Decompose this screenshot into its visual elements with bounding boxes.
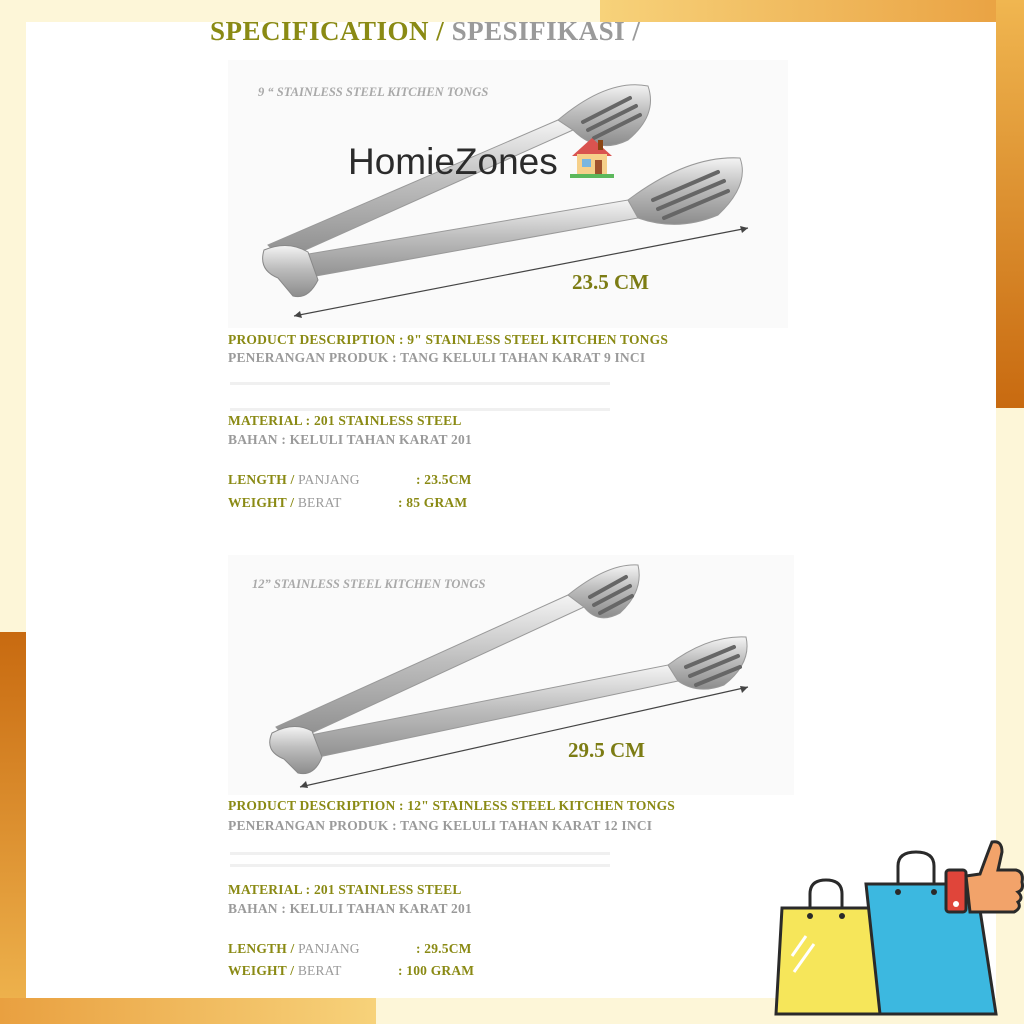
material-en-9-inch: MATERIAL : 201 STAINLESS STEEL	[228, 413, 462, 428]
length-label: LENGTH /	[228, 941, 295, 956]
photo-caption-12-inch: 12” STAINLESS STEEL KITCHEN TONGS	[252, 577, 486, 591]
measure-label-12-inch: 29.5 CM	[568, 738, 645, 762]
frame-top-bar	[600, 0, 1024, 22]
shopping-bags-icon	[770, 836, 1024, 1024]
title-separator: /	[429, 16, 452, 46]
length-label: LENGTH /	[228, 472, 295, 487]
frame-left-bar	[0, 632, 26, 1024]
length-value-12-inch: : 29.5CM	[416, 941, 472, 956]
faded-line	[230, 382, 610, 385]
weight-label: WEIGHT /	[228, 963, 295, 978]
length-label-ms: PANJANG	[298, 941, 360, 956]
material-ms-9-inch: BAHAN : KELULI TAHAN KARAT 201	[228, 432, 472, 447]
weight-value-9-inch: : 85 GRAM	[398, 495, 468, 510]
weight-value-12-inch: : 100 GRAM	[398, 963, 475, 978]
desc-en-12-inch: PRODUCT DESCRIPTION : 12" STAINLESS STEEL KITCHEN TONGS	[228, 798, 675, 813]
weight-label: WEIGHT /	[228, 495, 295, 510]
title-main: SPECIFICATION	[210, 16, 430, 46]
title-alt: SPESIFIKASI /	[451, 16, 641, 46]
length-label-ms: PANJANG	[298, 472, 360, 487]
desc-en-9-inch: PRODUCT DESCRIPTION : 9" STAINLESS STEEL KITCHEN TONGS	[228, 332, 669, 347]
thumbs-up-icon	[946, 842, 1023, 912]
weight-label-ms: BERAT	[297, 963, 342, 978]
frame-bottom-bar	[0, 998, 376, 1024]
length-row-9-inch	[228, 472, 360, 488]
weight-row-12-inch	[228, 963, 342, 979]
frame-right-bar	[996, 0, 1024, 408]
brand-logo	[348, 134, 616, 187]
house-icon	[568, 134, 616, 187]
faded-line	[230, 408, 610, 411]
faded-line	[230, 864, 610, 867]
desc-ms-9-inch: PENERANGAN PRODUK : TANG KELULI TAHAN KARAT 9 INCI	[228, 350, 646, 365]
length-row-12-inch	[228, 941, 360, 957]
faded-line	[230, 852, 610, 855]
measure-label-9-inch: 23.5 CM	[572, 270, 649, 294]
photo-caption-9-inch: 9 “ STAINLESS STEEL KITCHEN TONGS	[258, 85, 489, 99]
material-ms-12-inch: BAHAN : KELULI TAHAN KARAT 201	[228, 901, 472, 916]
product-photo-9-inch	[228, 60, 788, 328]
page-title	[210, 16, 640, 47]
weight-label-ms: BERAT	[297, 495, 342, 510]
tongs-9-inch-image	[228, 60, 788, 328]
length-value-9-inch: : 23.5CM	[416, 472, 472, 487]
material-en-12-inch: MATERIAL : 201 STAINLESS STEEL	[228, 882, 462, 897]
brand-name: HomieZones	[348, 141, 558, 182]
weight-row-9-inch	[228, 495, 342, 511]
desc-ms-12-inch: PENERANGAN PRODUK : TANG KELULI TAHAN KARAT 12 INCI	[228, 818, 653, 833]
